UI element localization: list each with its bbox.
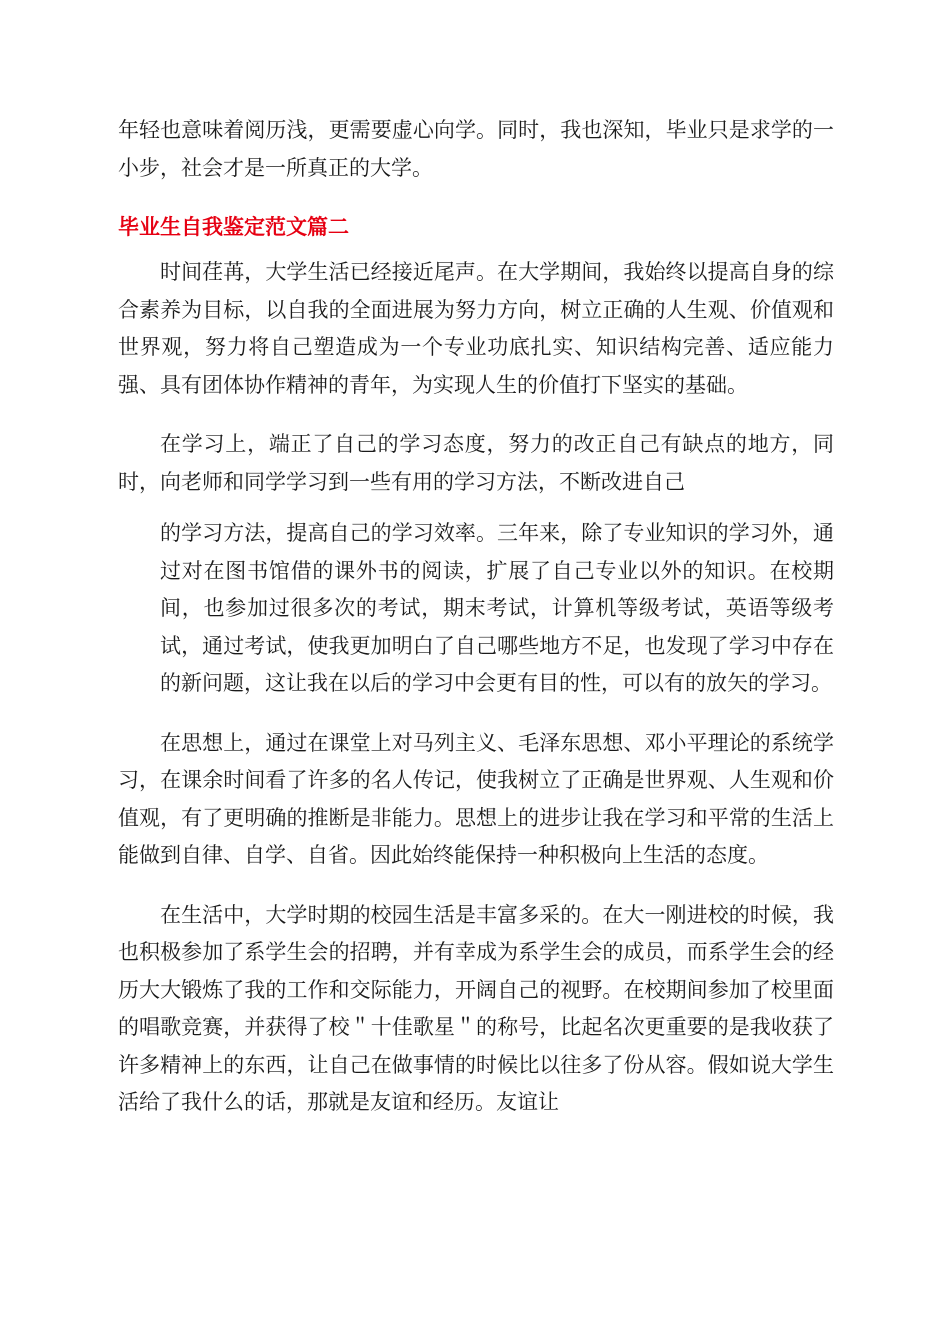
paragraph-life: 在生活中，大学时期的校园生活是丰富多采的。在大一刚进校的时候，我也积极参加了系学生会的招聘，并有幸成为系学生会的成员，而系学生会的经历大大锻炼了我的工作和交际能力，开阔自己的视野。在校期间参加了校里面的唱歌竞赛，并获得了校＂十佳歌星＂的称号，比起名次更重要的是我收获了许多精神上的东西，让自己在做事情的时候比以往多了份从容。假如说大学生活给了我什么的话，那就是友谊和经历。友谊让 [118, 902, 834, 1114]
paragraph-continued-from-previous-page: 年轻也意味着阅历浅，更需要虚心向学。同时，我也深知，毕业只是求学的一小步，社会才是一所真正的大学。 [118, 118, 834, 180]
paragraph-intro: 时间荏苒，大学生活已经接近尾声。在大学期间，我始终以提高自身的综合素养为目标，以自我的全面进展为努力方向，树立正确的人生观、价值观和世界观，努力将自己塑造成为一个专业功底扎实、知识结构完善、适应能力强、具有团体协作精神的青年，为实现人生的价值打下坚实的基础。 [118, 260, 834, 397]
paragraph-thought: 在思想上，通过在课堂上对马列主义、毛泽东思想、邓小平理论的系统学习，在课余时间看了许多的名人传记，使我树立了正确是世界观、人生观和价值观，有了更明确的推断是非能力。思想上的进步让我在学习和平常的生活上能做到自律、自学、自省。因此始终能保持一种积极向上生活的态度。 [118, 730, 834, 867]
paragraph-study-continued: 的学习方法，提高自己的学习效率。三年来，除了专业知识的学习外，通过对在图书馆借的课外书的阅读，扩展了自己专业以外的知识。在校期间，也参加过很多次的考试，期末考试，计算机等级考试，英语等级考试，通过考试，使我更加明白了自己哪些地方不足，也发现了学习中存在的新问题，这让我在以后的学习中会更有目的性，可以有的放矢的学习。 [160, 521, 834, 695]
paragraph-study: 在学习上，端正了自己的学习态度，努力的改正自己有缺点的地方，同时，向老师和同学学习到一些有用的学习方法，不断改进自己 [118, 432, 834, 494]
document-body [118, 112, 834, 1144]
section-heading: 毕业生自我鉴定范文篇二 [118, 215, 349, 239]
